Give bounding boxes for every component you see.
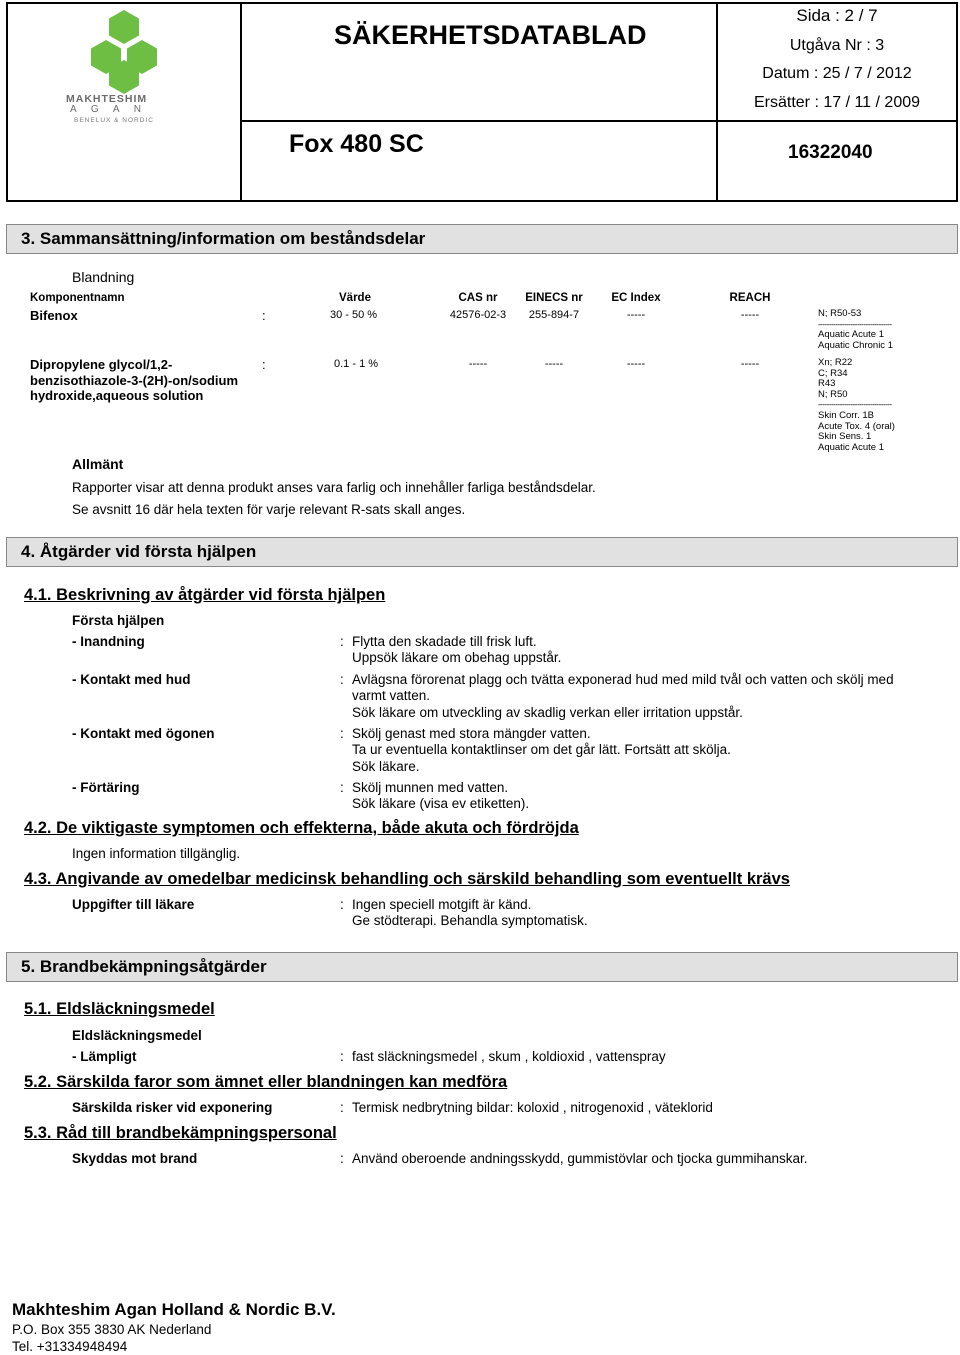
ec-index: ----- (626, 358, 646, 370)
col-ec-index: EC Index (611, 292, 661, 304)
classification-separator: ---------------------------------- (818, 319, 892, 329)
text-line: Skölj genast med stora mängder vatten. (352, 726, 591, 741)
first-aid-item-label: - Kontakt med hud (72, 672, 191, 687)
section-5-heading: 5. Brandbekämpningsåtgärder (6, 952, 958, 982)
subsection-5-1-title: 5.1. Eldsläckningsmedel (24, 1000, 215, 1018)
first-aid-item-label: - Inandning (72, 634, 145, 649)
classification-line: Aquatic Chronic 1 (818, 339, 893, 351)
colon: : (262, 357, 266, 372)
first-aid-item-label: - Kontakt med ögonen (72, 726, 215, 741)
page-number: Sida : 2 / 7 (796, 6, 878, 25)
edition-number: Utgåva Nr : 3 (789, 37, 885, 54)
text-line: Avlägsna förorenat plagg och tvätta exponerad hud med mild tvål och vatten och skölj med (352, 672, 894, 687)
logo-hexagons-icon (84, 8, 164, 96)
text-line: Ingen speciell motgift är känd. (352, 897, 532, 912)
suitable-text: fast släckningsmedel , skum , koldioxid , vattenspray (352, 1049, 666, 1064)
general-line: Se avsnitt 16 där hela texten för varje relevant R-sats skall anges. (72, 501, 466, 517)
colon: : (262, 308, 266, 323)
colon: : (340, 780, 344, 795)
text-line: varmt vatten. (352, 688, 431, 704)
classification-line: N; R50 (818, 388, 848, 400)
suitable-label: - Lämpligt (72, 1049, 137, 1064)
general-text (72, 477, 596, 520)
subsection-5-2-title: 5.2. Särskilda faror som ämnet eller blandningen kan medföra (24, 1073, 508, 1091)
text-line: Sök läkare (visa ev etiketten). (352, 796, 530, 812)
text-line: Ta ur eventuella kontaktlinser om det går lätt. Fortsätt att skölja. (352, 742, 731, 758)
header-divider (240, 120, 958, 122)
text-line: Uppsök läkare om obehag uppstår. (352, 650, 562, 666)
subsection-4-3-title: 4.3. Angivande av omedelbar medicinsk behandling och särskild behandling som eventuellt krävs (24, 870, 790, 888)
general-label: Allmänt (72, 456, 124, 472)
colon: : (340, 726, 344, 741)
general-line: Rapporter visar att denna produkt anses vara farlig och innehåller farliga beståndsdelar. (72, 480, 596, 495)
col-reach: REACH (729, 292, 771, 304)
fire-protection-label: Skyddas mot brand (72, 1151, 198, 1166)
exposure-hazards-label: Särskilda risker vid exponering (72, 1100, 273, 1115)
first-aid-item-text (352, 726, 731, 775)
first-aid-item-label: - Förtäring (72, 780, 140, 795)
company-phone: Tel. +31334948494 (12, 1339, 128, 1354)
classification-line: R43 (818, 378, 836, 390)
einecs-number: ----- (544, 358, 564, 370)
classification-line: Aquatic Acute 1 (818, 441, 885, 453)
col-einecs: EINECS nr (525, 292, 583, 304)
classification-line: Xn; R22 (818, 357, 853, 368)
mixture-label: Blandning (72, 269, 135, 285)
classification-line: Skin Sens. 1 (818, 431, 872, 443)
symptoms-text: Ingen information tillgänglig. (72, 846, 241, 861)
col-value: Värde (339, 292, 371, 304)
document-title: SÄKERHETSDATABLAD (334, 20, 647, 50)
value-range: 30 - 50 % (330, 309, 378, 321)
product-code: 16322040 (788, 142, 873, 163)
component-name (30, 357, 238, 404)
section-4-heading: 4. Åtgärder vid första hjälpen (6, 537, 958, 567)
value-range: 0.1 - 1 % (334, 358, 379, 370)
classification (818, 309, 893, 351)
text-line: Sök läkare. (352, 758, 420, 774)
cas-number: 42576-02-3 (449, 309, 507, 321)
einecs-number: 255-894-7 (528, 309, 580, 321)
colon: : (340, 672, 344, 687)
component-name-line: benzisothiazole-3-(2H)-on/sodium (30, 372, 238, 388)
company-name: Makhteshim Agan Holland & Nordic B.V. (12, 1300, 336, 1319)
colon: : (340, 634, 344, 649)
section-3-heading: 3. Sammansättning/information om beståndsdelar (6, 224, 958, 254)
issue-date: Datum : 25 / 7 / 2012 (762, 65, 912, 82)
ec-index: ----- (626, 309, 646, 321)
cas-number: ----- (468, 358, 488, 370)
first-aid-label: Första hjälpen (72, 613, 165, 628)
colon: : (340, 897, 344, 912)
col-component-name: Komponentnamn (30, 292, 125, 304)
classification-line: N; R50-53 (818, 308, 862, 319)
component-name: Bifenox (30, 308, 78, 323)
logo-tagline: BENELUX & NORDIC (74, 117, 154, 124)
company-address: P.O. Box 355 3830 AK Nederland (12, 1322, 212, 1337)
subsection-4-1-title: 4.1. Beskrivning av åtgärder vid första hjälpen (24, 586, 386, 604)
colon: : (340, 1049, 344, 1064)
logo-sub: A G A N (70, 104, 148, 115)
subsection-4-2-title: 4.2. De viktigaste symptomen och effekterna, både akuta och fördröjda (24, 819, 579, 837)
classification-line: Acute Tox. 4 (oral) (818, 420, 895, 432)
classification-line: C; R34 (818, 367, 848, 379)
classification-separator: ---------------------------------- (818, 400, 892, 410)
first-aid-item-text (352, 634, 561, 667)
classification-line: Aquatic Acute 1 (818, 329, 885, 341)
text-line: Sök läkare om utveckling av skadlig verkan eller irritation uppstår. (352, 704, 743, 720)
component-name-line: Dipropylene glycol/1,2- (30, 357, 173, 372)
replaces-date: Ersätter : 17 / 11 / 2009 (753, 94, 921, 111)
classification (818, 358, 895, 453)
colon: : (340, 1100, 344, 1115)
reach-number: ----- (740, 309, 760, 321)
exposure-hazards-text: Termisk nedbrytning bildar: koloxid , nitrogenoxid , väteklorid (352, 1100, 713, 1115)
colon: : (340, 1151, 344, 1166)
product-name: Fox 480 SC (289, 130, 424, 158)
subsection-5-3-title: 5.3. Råd till brandbekämpningspersonal (24, 1124, 337, 1142)
component-name-line: hydroxide,aqueous solution (30, 388, 204, 403)
first-aid-item-text (352, 780, 529, 813)
text-line: Flytta den skadade till frisk luft. (352, 634, 537, 649)
physician-info-label: Uppgifter till läkare (72, 897, 195, 912)
classification-line: Skin Corr. 1B (818, 409, 874, 421)
first-aid-item-text (352, 672, 894, 721)
text-line: Skölj munnen med vatten. (352, 780, 509, 795)
extinguishing-media-label: Eldsläckningsmedel (72, 1028, 202, 1043)
col-cas: CAS nr (458, 292, 498, 304)
text-line: Ge stödterapi. Behandla symptomatisk. (352, 913, 588, 929)
fire-protection-text: Använd oberoende andningsskydd, gummistövlar och tjocka gummihanskar. (352, 1151, 808, 1166)
physician-info-text (352, 897, 588, 930)
reach-number: ----- (740, 358, 760, 370)
logo-name: MAKHTESHIM (66, 93, 148, 105)
